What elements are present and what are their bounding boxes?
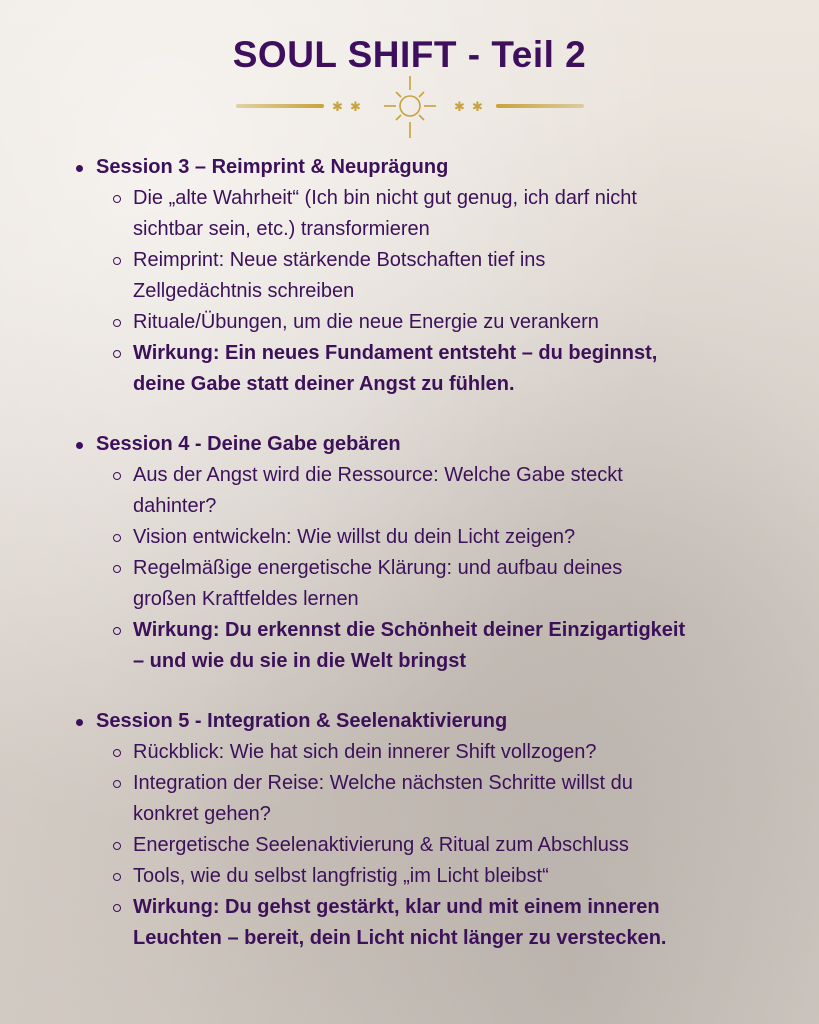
item-line: Wirkung: Du erkennst die Schönheit deiner Einzigartigkeit — [133, 619, 686, 641]
effect-item — [112, 615, 792, 677]
list-item — [112, 553, 792, 615]
item-line: deine Gabe statt deiner Angst zu fühlen. — [133, 373, 515, 395]
item-line: großen Kraftfeldes lernen — [133, 588, 359, 610]
list-item — [112, 245, 792, 307]
session-heading — [72, 152, 792, 183]
circle-bullet-icon — [113, 627, 121, 635]
item-line: dahinter? — [133, 495, 217, 517]
session-heading-text: Session 3 – Reimprint & Neuprägung — [96, 156, 449, 178]
circle-bullet-icon — [113, 195, 121, 203]
list-item — [112, 830, 792, 861]
circle-bullet-icon — [113, 749, 121, 757]
bullet-dot-icon — [76, 719, 83, 726]
list-item — [112, 768, 792, 830]
svg-text:✱: ✱ — [472, 100, 483, 115]
list-item — [112, 183, 792, 245]
item-line: Wirkung: Du gehst gestärkt, klar und mit einem inneren — [133, 896, 660, 918]
circle-bullet-icon — [113, 472, 121, 480]
item-line: Rückblick: Wie hat sich dein innerer Shift vollzogen? — [133, 741, 597, 763]
effect-item — [112, 892, 792, 954]
circle-bullet-icon — [113, 780, 121, 788]
sun-star-divider-icon — [230, 72, 590, 142]
session-heading-text: Session 5 - Integration & Seelenaktivierung — [96, 710, 508, 732]
session-list — [72, 152, 792, 983]
session-heading — [72, 706, 792, 737]
item-line: Energetische Seelenaktivierung & Ritual zum Abschluss — [133, 834, 629, 856]
session-5 — [72, 706, 792, 954]
circle-bullet-icon — [113, 257, 121, 265]
item-line: Integration der Reise: Welche nächsten Schritte willst du — [133, 772, 633, 794]
effect-item — [112, 338, 792, 400]
item-line: Zellgedächtnis schreiben — [133, 280, 355, 302]
bullet-dot-icon — [76, 165, 83, 172]
session-items — [72, 737, 792, 954]
list-item — [112, 522, 792, 553]
circle-bullet-icon — [113, 904, 121, 912]
bullet-dot-icon — [76, 442, 83, 449]
session-items — [72, 183, 792, 400]
item-line: konkret gehen? — [133, 803, 271, 825]
list-item — [112, 307, 792, 338]
list-item — [112, 861, 792, 892]
item-line: Aus der Angst wird die Ressource: Welche Gabe steckt — [133, 464, 623, 486]
session-items — [72, 460, 792, 677]
page-title: SOUL SHIFT - Teil 2 — [232, 34, 587, 75]
circle-bullet-icon — [113, 319, 121, 327]
circle-bullet-icon — [113, 873, 121, 881]
list-item — [112, 737, 792, 768]
item-line: Die „alte Wahrheit“ (Ich bin nicht gut genug, ich darf nicht — [133, 187, 637, 209]
item-line: Tools, wie du selbst langfristig „im Licht bleibst“ — [133, 865, 549, 887]
item-line: Rituale/Übungen, um die neue Energie zu verankern — [133, 311, 599, 333]
circle-bullet-icon — [113, 842, 121, 850]
item-line: Leuchten – bereit, dein Licht nicht länger zu verstecken. — [133, 927, 667, 949]
item-line: sichtbar sein, etc.) transformieren — [133, 218, 430, 240]
list-item — [112, 460, 792, 522]
svg-text:✱: ✱ — [350, 100, 361, 115]
circle-bullet-icon — [113, 350, 121, 358]
item-line: Regelmäßige energetische Klärung: und aufbau deines — [133, 557, 623, 579]
svg-text:✱: ✱ — [454, 100, 465, 115]
svg-text:✱: ✱ — [332, 100, 343, 115]
item-line: Reimprint: Neue stärkende Botschaften tief ins — [133, 249, 546, 271]
session-4 — [72, 429, 792, 677]
item-line: – und wie du sie in die Welt bringst — [133, 650, 466, 672]
item-line: Wirkung: Ein neues Fundament entsteht – du beginnst, — [133, 342, 658, 364]
circle-bullet-icon — [113, 565, 121, 573]
circle-bullet-icon — [113, 534, 121, 542]
session-heading-text: Session 4 - Deine Gabe gebären — [96, 433, 401, 455]
item-line: Vision entwickeln: Wie willst du dein Licht zeigen? — [133, 526, 576, 548]
session-3 — [72, 152, 792, 400]
session-heading — [72, 429, 792, 460]
